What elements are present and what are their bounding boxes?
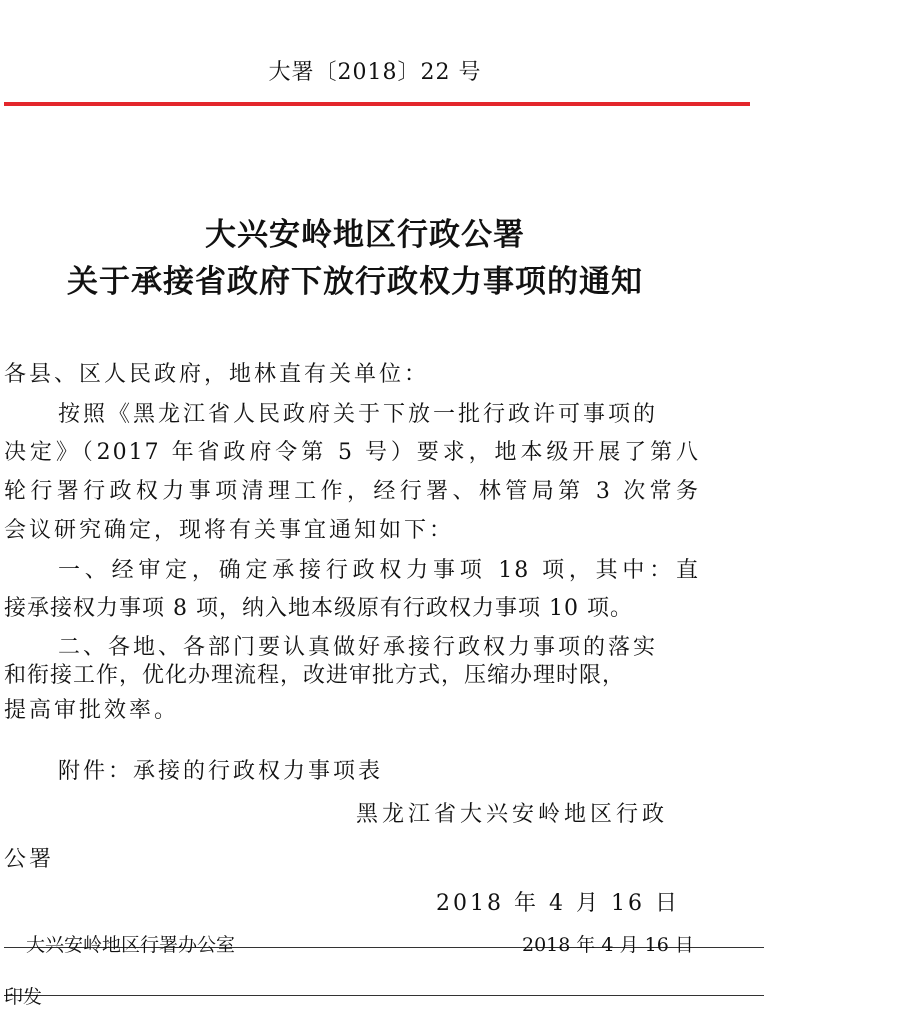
footer-date: 2018 年 4 月 16 日 (522, 934, 694, 956)
paragraph-1-line-1: 按照《黑龙江省人民政府关于下放一批行政许可事项的 (58, 402, 659, 427)
salutation: 各县、区人民政府，地林直有关单位： (4, 362, 430, 387)
paragraph-1-line-3: 轮行署行政权力事项清理工作，经行署、林管局第 3 次常务 (4, 479, 700, 504)
footer-issued-label: 印发 (4, 986, 43, 1008)
footer-rule-bottom (4, 995, 764, 996)
paragraph-1-line-4: 会议研究确定，现将有关事宜通知如下： (4, 518, 455, 543)
signature-org-line-1: 黑龙江省大兴安岭地区行政 (356, 802, 669, 827)
footer-issuer: 大兴安岭地区行署办公室 (26, 934, 236, 956)
signature-org-line-2: 公署 (4, 847, 55, 872)
attachment-note: 附件：承接的行政权力事项表 (58, 759, 384, 784)
document-number: 大署〔2018〕22 号 (268, 60, 482, 85)
signature-date: 2018 年 4 月 16 日 (436, 891, 680, 916)
paragraph-2-line-2: 接承接权力事项 8 项，纳入地本级原有行政权力事项 10 项。 (4, 596, 633, 621)
paragraph-3-line-2: 和衔接工作，优化办理流程，改进审批方式，压缩办理时限， (4, 663, 626, 688)
paragraph-3-line-3: 提高审批效率。 (4, 698, 180, 723)
document-title-line-2: 关于承接省政府下放行政权力事项的通知 (67, 264, 643, 300)
paragraph-3-line-1: 二、各地、各部门要认真做好承接行政权力事项的落实 (58, 635, 659, 660)
paragraph-1-line-2: 决定》（2017 年省政府令第 5 号）要求，地本级开展了第八 (4, 440, 700, 465)
document-title-line-1: 大兴安岭地区行政公署 (205, 217, 525, 253)
red-separator-line (4, 102, 750, 106)
paragraph-2-line-1: 一、经审定，确定承接行政权力事项 18 项，其中：直 (58, 558, 700, 583)
